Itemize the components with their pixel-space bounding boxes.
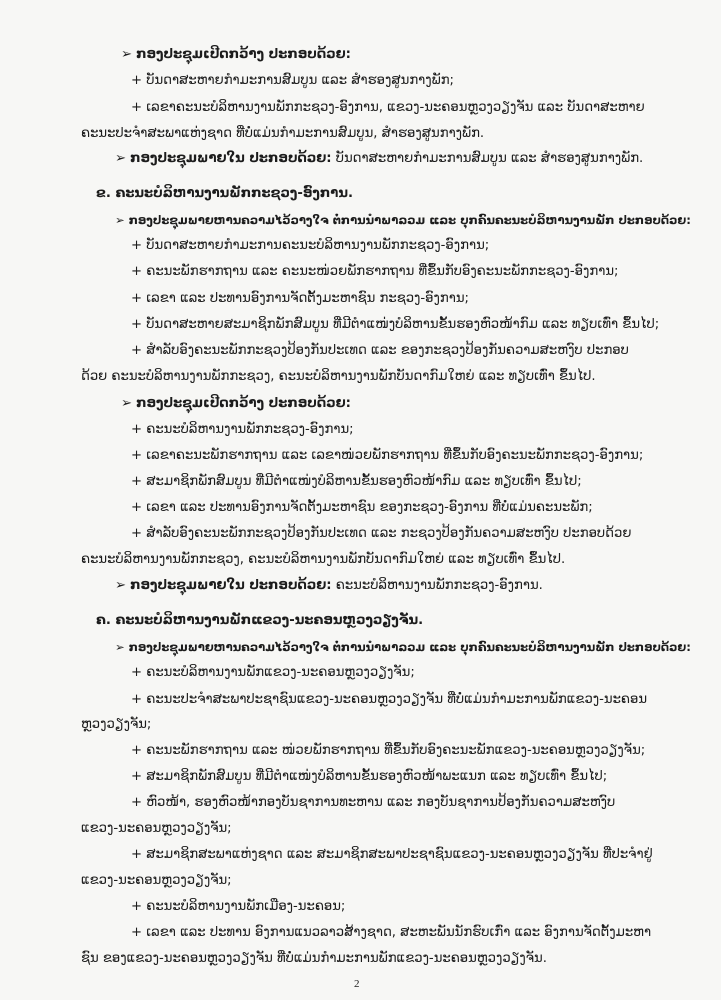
list-item-continuation: ແຂວງ-ນະຄອນຫຼວງວຽງຈັນ; bbox=[81, 873, 232, 888]
arrow-bullet-icon: ➢ bbox=[121, 47, 133, 62]
list-item: + ຄະນະບໍລິຫານງານພັກແຂວງ-ນະຄອນຫຼວງວຽງຈັນ; bbox=[131, 665, 415, 680]
list-item: + ບັນດາສະຫາຍສະມາຊິກພັກສົມບູນ ທີ່ມີຕຳແໜ່ງບໍລິຫານຂັ້ນຮອງຫົວໜ້າກົມ ແລະ ທຽບເທົ່າ ຂຶ້ນໄປ; bbox=[131, 317, 660, 332]
list-item: + ບັນດາສະຫາຍກຳມະການສົມບູນ ແລະ ສຳຮອງສູນກາງພັກ; bbox=[131, 73, 454, 88]
list-item: + ຄະນະບໍລິຫານງານພັກເມືອງ-ນະຄອນ; bbox=[131, 899, 346, 914]
list-item: + ຄະນະປະຈຳສະພາປະຊາຊົນແຂວງ-ນະຄອນຫຼວງວຽງຈັນ ທີ່ບໍ່ແມ່ນກຳມະການພັກແຂວງ-ນະຄອນ bbox=[131, 692, 648, 707]
list-item: + ສະມາຊິກພັກສົມບູນ ທີ່ມີຕຳແໜ່ງບໍລິຫານຂັ້ນຮອງຫົວໜ້າກົມ ແລະ ທຽບເທົ່າ ຂຶ້ນໄປ; bbox=[131, 474, 582, 489]
heading-internal-meeting-1: ➢ ກອງປະຊຸມພາຍໃນ ປະກອບດ້ວຍ: ບັນດາສະຫາຍກຳມະການສົມບູນ ແລະ ສຳຮອງສູນກາງພັກ. bbox=[115, 151, 644, 166]
list-item: + ເລຂາ ແລະ ປະທານອົງການຈັດຕັ້ງມະຫາຊົນ ຂອງກະຊວງ-ອົງການ ທີ່ບໍ່ແມ່ນຄະນະພັກ; bbox=[131, 500, 593, 515]
list-item: + ສະມາຊິກສະພາແຫ່ງຊາດ ແລະ ສະມາຊິກສະພາປະຊາຊົນແຂວງ-ນະຄອນຫຼວງວຽງຈັນ ທີ່ປະຈຳຢູ່ bbox=[131, 847, 653, 862]
page-number: 2 bbox=[354, 978, 360, 990]
list-item-continuation: ຄະນະປະຈຳສະພາແຫ່ງຊາດ ທີ່ບໍ່ແມ່ນກຳມະການສົມບູນ, ສຳຮອງສູນກາງພັກ. bbox=[81, 126, 485, 141]
heading-confidence-meeting-1: ➢ ກອງປະຊຸມພາຍຫານຄວາມໄວ້ວາງໃຈ ຕໍ່ການນຳພາລວມ ແລະ ບຸກຄົນຄະນະບໍລິຫານງານພັກ ປະກອບດ້ວຍ: bbox=[115, 213, 691, 227]
list-item: + ເລຂາ ແລະ ປະທານ ອົງການແນວລາວສ້າງຊາດ, ສະຫະພັນນັກຮົບເກົ່າ ແລະ ອົງການຈັດຕັ້ງມະຫາ bbox=[131, 925, 652, 940]
arrow-bullet-icon: ➢ bbox=[121, 396, 133, 411]
list-item: + ສຳລັບອົງຄະນະພັກກະຊວງປ້ອງກັນປະເທດ ແລະ ຂອງກະຊວງປ້ອງກັນຄວາມສະຫງົບ ປະກອບ bbox=[131, 343, 629, 358]
list-item: + ເລຂາຄະນະພັກຮາກຖານ ແລະ ເລຂາໜ່ວຍພັກຮາກຖານ ທີ່ຂຶ້ນກັບອົງຄະນະພັກກະຊວງ-ອົງການ; bbox=[131, 448, 644, 463]
heading-open-meeting-2: ➢ ກອງປະຊຸມເປີດກວ້າງ ປະກອບດ້ວຍ: bbox=[121, 396, 351, 411]
list-item: + ເລຂາຄະນະບໍລິຫານງານພັກກະຊວງ-ອົງການ, ແຂວງ-ນະຄອນຫຼວງວຽງຈັນ ແລະ ບັນດາສະຫາຍ bbox=[131, 100, 645, 115]
arrow-bullet-icon: ➢ bbox=[115, 213, 125, 227]
list-item-continuation: ດ້ວຍ ຄະນະບໍລິຫານງານພັກກະຊວງ, ຄະນະບໍລິຫານງານພັກບັນດາກົມໃຫຍ່ ແລະ ທຽບເທົ່າ ຂຶ້ນໄປ. bbox=[81, 369, 596, 384]
heading-open-meeting-1: ➢ ກອງປະຊຸມເປີດກວ້າງ ປະກອບດ້ວຍ: bbox=[121, 47, 351, 62]
list-item: + ຄະນະບໍລິຫານງານພັກກະຊວງ-ອົງການ; bbox=[131, 422, 354, 437]
list-item-continuation: ຄະນະບໍລິຫານງານພັກກະຊວງ, ຄະນະບໍລິຫານງານພັກບັນດາກົມໃຫຍ່ ແລະ ທຽບເທົ່າ ຂຶ້ນໄປ. bbox=[81, 552, 566, 567]
arrow-bullet-icon: ➢ bbox=[115, 151, 127, 166]
list-item-continuation: ຊົນ ຂອງແຂວງ-ນະຄອນຫຼວງວຽງຈັນ ທີ່ບໍ່ແມ່ນກຳມະການພັກແຂວງ-ນະຄອນຫຼວງວຽງຈັນ. bbox=[81, 951, 547, 966]
heading-confidence-meeting-2: ➢ ກອງປະຊຸມພາຍຫານຄວາມໄວ້ວາງໃຈ ຕໍ່ການນຳພາລວມ ແລະ ບຸກຄົນຄະນະບໍລິຫານງານພັກ ປະກອບດ້ວຍ: bbox=[115, 640, 691, 654]
list-item: + ເລຂາ ແລະ ປະທານອົງການຈັດຕັ້ງມະຫາຊົນ ກະຊວງ-ອົງການ; bbox=[131, 291, 469, 306]
list-item-continuation: ຫຼວງວຽງຈັນ; bbox=[81, 717, 152, 732]
arrow-bullet-icon: ➢ bbox=[115, 578, 127, 593]
list-item: + ສຳລັບອົງຄະນະພັກກະຊວງປ້ອງກັນປະເທດ ແລະ ກະຊວງປ້ອງກັນຄວາມສະຫງົບ ປະກອບດ້ວຍ bbox=[131, 526, 632, 541]
list-item-continuation: ແຂວງ-ນະຄອນຫຼວງວຽງຈັນ; bbox=[81, 821, 232, 836]
list-item: + ບັນດາສະຫາຍກຳມະການຄະນະບໍລິຫານງານພັກກະຊວງ-ອົງການ; bbox=[131, 238, 490, 253]
list-item: + ຄະນະພັກຮາກຖານ ແລະ ໜ່ວຍພັກຮາກຖານ ທີ່ຂຶ້ນກັບອົງຄະນະພັກແຂວງ-ນະຄອນຫຼວງວຽງຈັນ; bbox=[131, 743, 646, 758]
list-item: + ຄະນະພັກຮາກຖານ ແລະ ຄະນະໜ່ວຍພັກຮາກຖານ ທີ່ຂຶ້ນກັບອົງຄະນະພັກກະຊວງ-ອົງການ; bbox=[131, 264, 619, 279]
section-title-c: ຄ. ຄະນະບໍລິຫານງານພັກແຂວງ-ນະຄອນຫຼວງວຽງຈັນ. bbox=[96, 613, 424, 628]
section-title-b: ຂ. ຄະນະບໍລິຫານງານພັກກະຊວງ-ອົງການ. bbox=[96, 186, 353, 201]
list-item: + ຫົວໜ້າ, ຮອງຫົວໜ້າກອງບັນຊາການທະຫານ ແລະ ກອງບັນຊາການປ້ອງກັນຄວາມສະຫງົບ bbox=[131, 795, 616, 810]
heading-internal-meeting-2: ➢ ກອງປະຊຸມພາຍໃນ ປະກອບດ້ວຍ: ຄະນະບໍລິຫານງານພັກກະຊວງ-ອົງການ. bbox=[115, 578, 543, 593]
list-item: + ສະມາຊິກພັກສົມບູນ ທີ່ມີຕຳແໜ່ງບໍລິຫານຂັ້ນຮອງຫົວໜ້າພະແນກ ແລະ ທຽບເທົ່າ ຂຶ້ນໄປ; bbox=[131, 769, 608, 784]
arrow-bullet-icon: ➢ bbox=[115, 640, 125, 654]
